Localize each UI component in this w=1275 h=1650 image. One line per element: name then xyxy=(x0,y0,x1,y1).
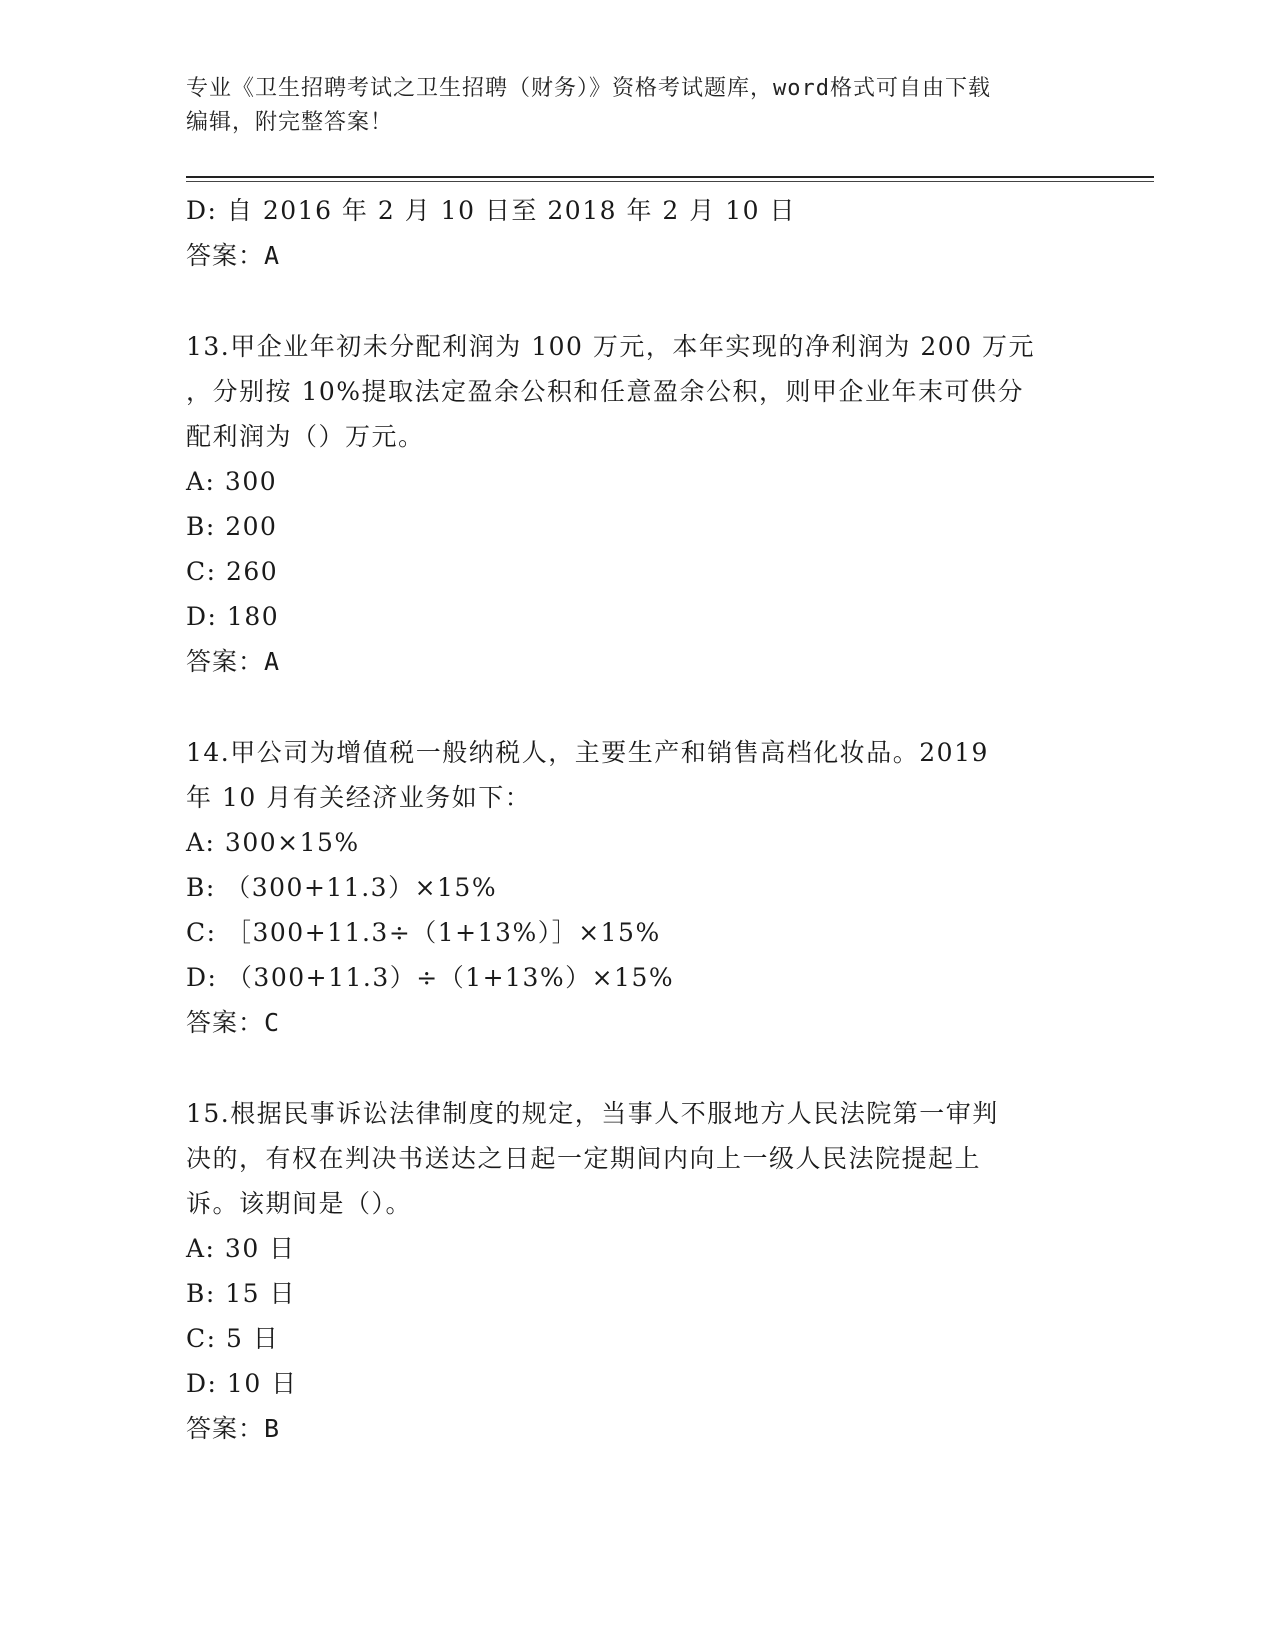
option-d: D: 10 日 xyxy=(186,1369,298,1398)
option-d: D: 自 2016 年 2 月 10 日至 2018 年 2 月 10 日 xyxy=(186,196,796,225)
option-c: C: 260 xyxy=(186,557,279,586)
option-b: B: （300+11.3）×15% xyxy=(186,873,498,902)
option-c: C: 5 日 xyxy=(186,1324,280,1353)
question-list xyxy=(186,188,1086,1451)
question-text-line: 诉。该期间是（）。 xyxy=(186,1189,413,1218)
option-b: B: 200 xyxy=(186,512,278,541)
answer-line: 答案：A xyxy=(186,241,281,270)
question-14 xyxy=(186,730,1086,1045)
question-text-line: 配利润为（）万元。 xyxy=(186,422,425,451)
spacer xyxy=(186,1045,1086,1091)
question-13 xyxy=(186,324,1086,684)
option-a: A: 300 xyxy=(186,467,278,496)
question-text-line: ，分别按 10%提取法定盈余公积和任意盈余公积，则甲企业年末可供分 xyxy=(186,377,1025,406)
answer-line: 答案：B xyxy=(186,1414,281,1443)
option-c: C: ［300+11.3÷（1+13%）］×15% xyxy=(186,918,661,947)
answer-line: 答案：A xyxy=(186,647,281,676)
question-text-line: 14.甲公司为增值税一般纳税人，主要生产和销售高档化妆品。2019 xyxy=(186,738,989,767)
header-line-1: 专业《卫生招聘考试之卫生招聘（财务）》资格考试题库，word格式可自由下载 xyxy=(186,76,991,101)
question-text-line: 决的，有权在判决书送达之日起一定期间内向上一级人民法院提起上 xyxy=(186,1144,982,1173)
answer-line: 答案：C xyxy=(186,1008,281,1037)
question-text-line: 年 10 月有关经济业务如下： xyxy=(186,783,532,812)
previous-question-tail xyxy=(186,188,1086,278)
spacer xyxy=(186,278,1086,324)
spacer xyxy=(186,684,1086,730)
option-d: D: 180 xyxy=(186,602,280,631)
header-divider-thick xyxy=(186,176,1154,178)
question-text-line: 15.根据民事诉讼法律制度的规定，当事人不服地方人民法院第一审判 xyxy=(186,1099,999,1128)
header-divider-thin xyxy=(186,181,1154,182)
option-b: B: 15 日 xyxy=(186,1279,296,1308)
option-d: D: （300+11.3）÷（1+13%）×15% xyxy=(186,963,675,992)
question-text-line: 13.甲企业年初未分配利润为 100 万元，本年实现的净利润为 200 万元 xyxy=(186,332,1035,361)
option-a: A: 30 日 xyxy=(186,1234,296,1263)
header-line-2: 编辑，附完整答案！ xyxy=(186,110,394,135)
question-15 xyxy=(186,1091,1086,1451)
option-a: A: 300×15% xyxy=(186,828,360,857)
document-header xyxy=(186,72,1066,140)
